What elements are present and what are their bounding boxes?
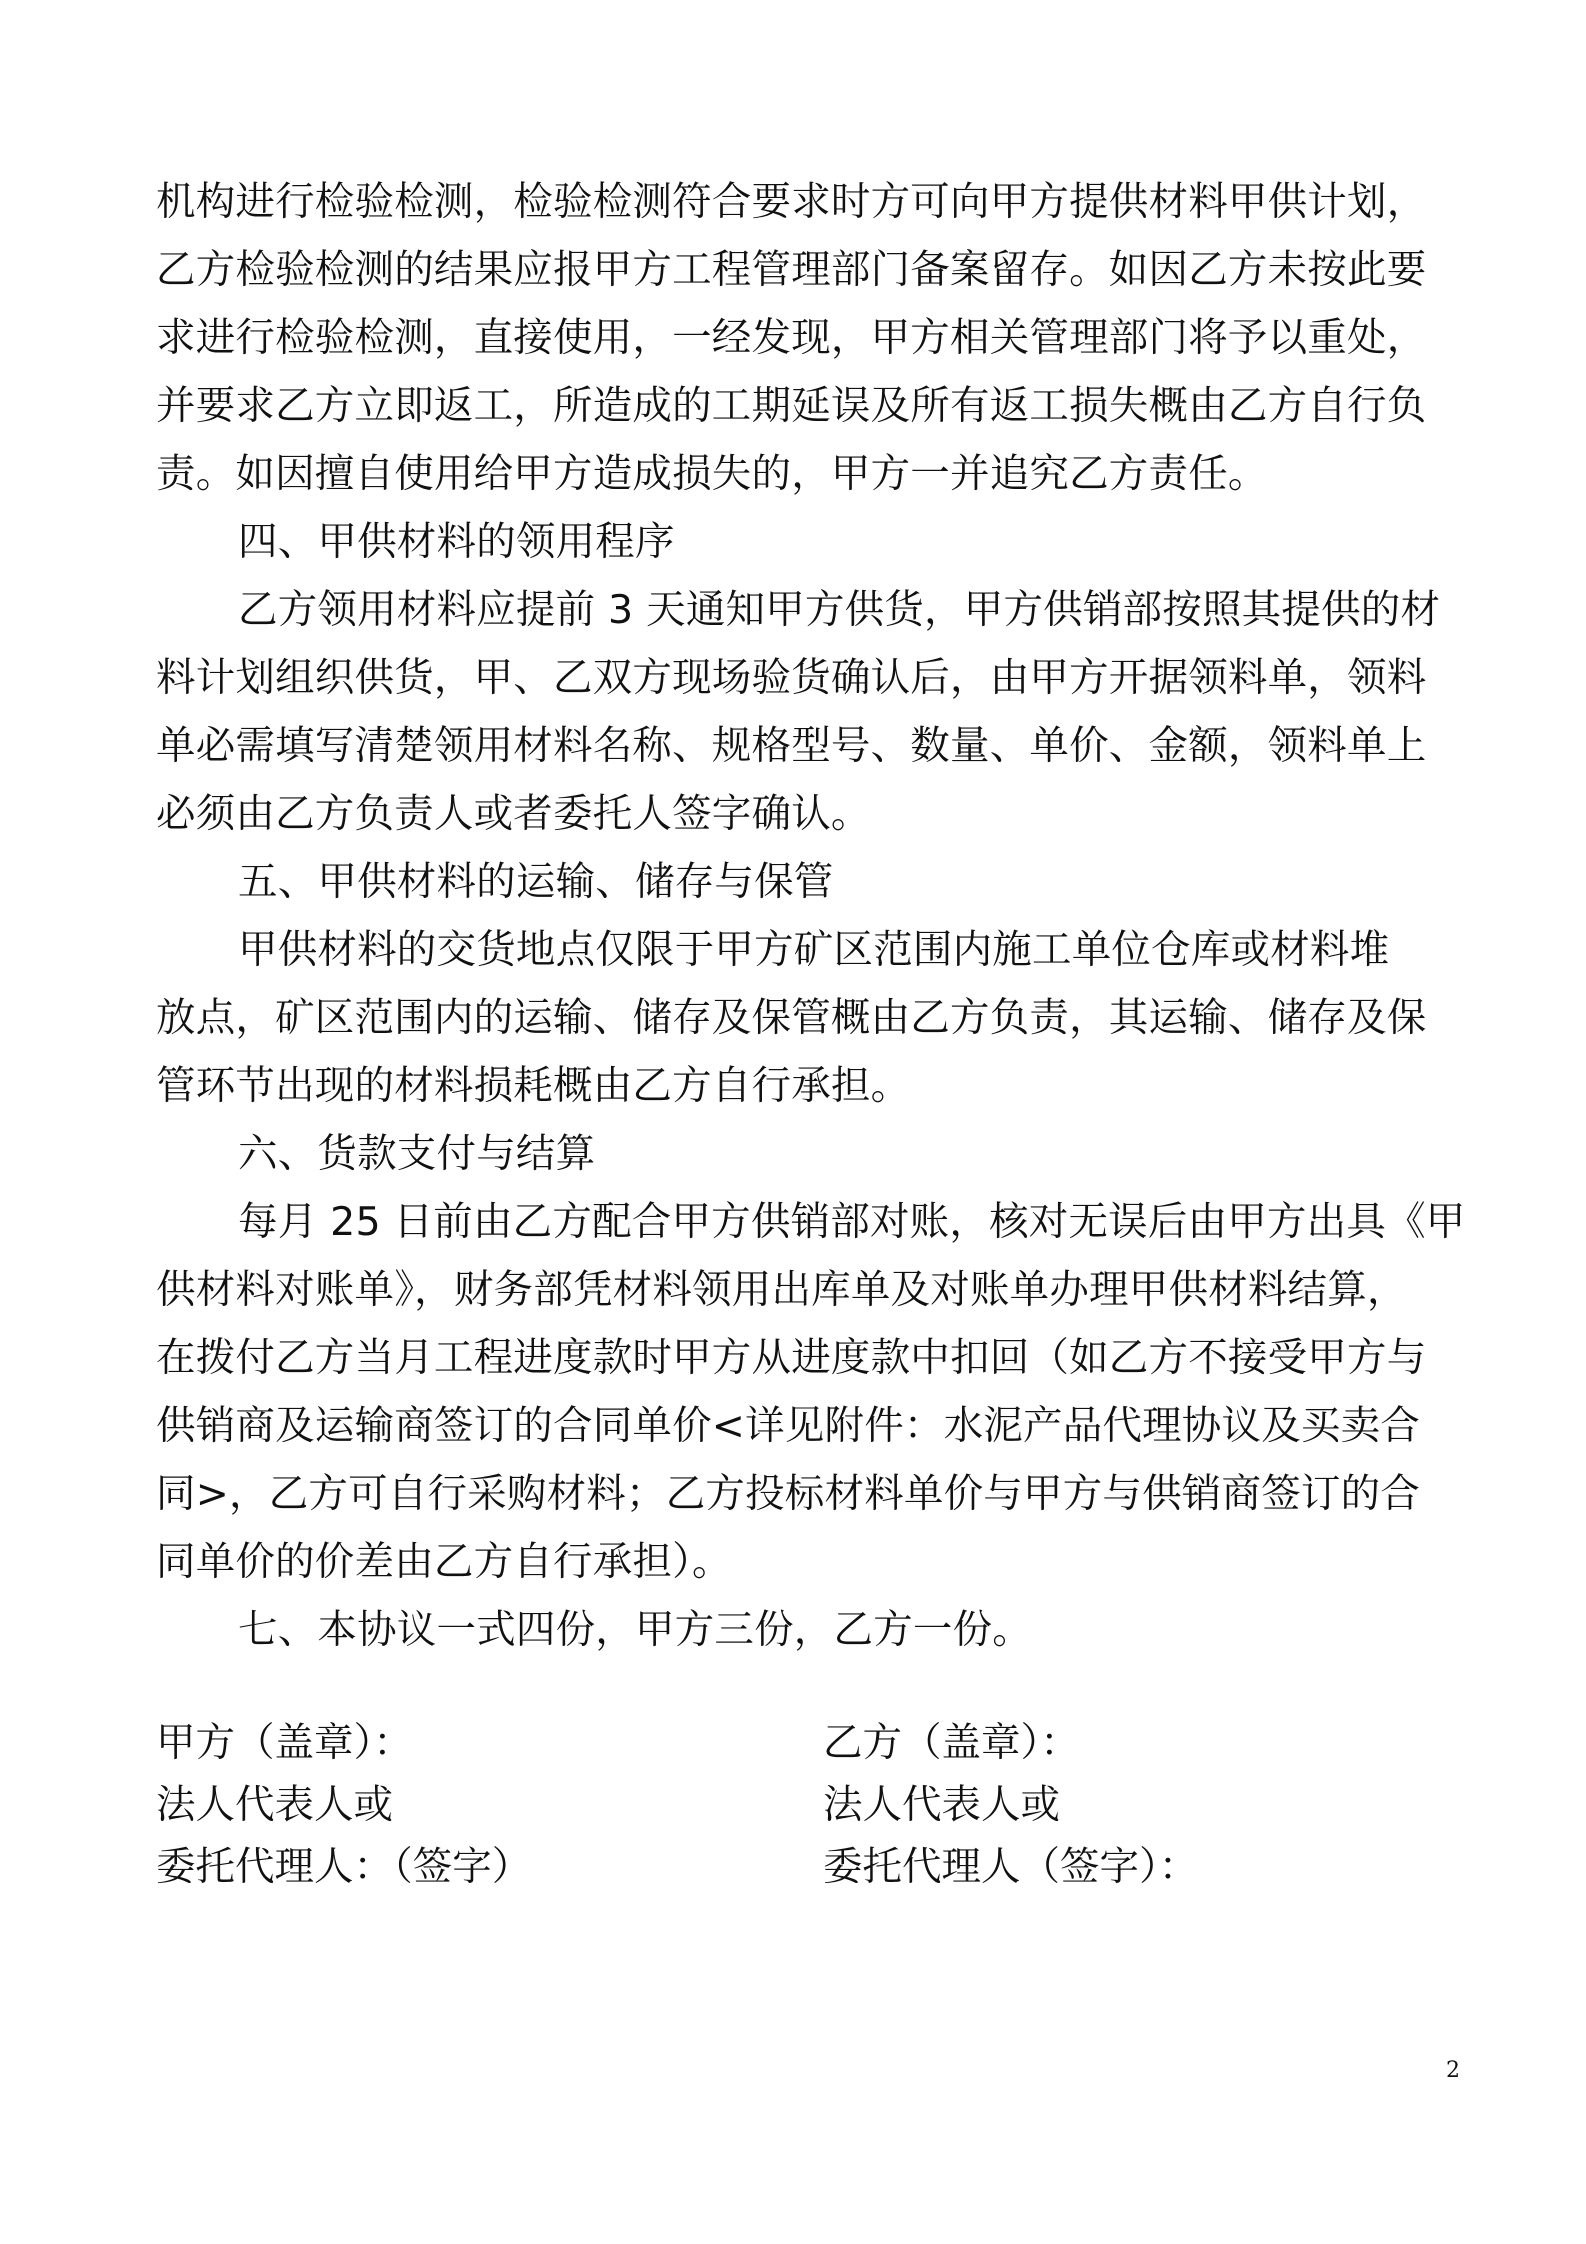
party-b-rep-label: 法人代表人或 <box>823 1782 1060 1828</box>
paragraph-line: 供销商及运输商签订的合同单价<详见附件：水泥产品代理协议及买卖合 <box>156 1403 1420 1449</box>
party-a-seal-label: 甲方（盖章）： <box>156 1720 413 1766</box>
paragraph-line: 必须由乙方负责人或者委托人签字确认。 <box>156 791 871 837</box>
party-b-agent-label: 委托代理人（签字）： <box>823 1844 1199 1890</box>
paragraph-line: 机构进行检验检测，检验检测符合要求时方可向甲方提供材料甲供计划， <box>156 179 1427 225</box>
paragraph-line: 同单价的价差由乙方自行承担）。 <box>156 1539 732 1585</box>
section-heading-7: 七、本协议一式四份，甲方三份，乙方一份。 <box>238 1607 1032 1653</box>
party-a-rep-label: 法人代表人或 <box>156 1782 393 1828</box>
paragraph-line: 甲供材料的交货地点仅限于甲方矿区范围内施工单位仓库或材料堆 <box>238 927 1390 973</box>
section-heading-5: 五、甲供材料的运输、储存与保管 <box>238 859 834 905</box>
paragraph-line: 每月 25 日前由乙方配合甲方供销部对账，核对无误后由甲方出具《甲 <box>238 1199 1466 1245</box>
body-text <box>156 168 1466 1664</box>
party-b-seal-label: 乙方（盖章）： <box>823 1720 1080 1766</box>
paragraph-line: 管环节出现的材料损耗概由乙方自行承担。 <box>156 1063 911 1109</box>
paragraph-line: 料计划组织供货，甲、乙双方现场验货确认后，由甲方开据领料单，领料 <box>156 655 1427 701</box>
paragraph-line: 并要求乙方立即返工，所造成的工期延误及所有返工损失概由乙方自行负 <box>156 383 1427 429</box>
page-number: 2 <box>1446 2058 1460 2083</box>
party-b-signature-block <box>823 1712 1198 1898</box>
paragraph-line: 求进行检验检测，直接使用，一经发现，甲方相关管理部门将予以重处， <box>156 315 1427 361</box>
party-a-agent-label: 委托代理人：（签字） <box>156 1844 532 1890</box>
paragraph-line: 在拨付乙方当月工程进度款时甲方从进度款中扣回（如乙方不接受甲方与 <box>156 1335 1427 1381</box>
paragraph-line: 单必需填写清楚领用材料名称、规格型号、数量、单价、金额，领料单上 <box>156 723 1427 769</box>
paragraph-line: 放点，矿区范围内的运输、储存及保管概由乙方负责，其运输、储存及保 <box>156 995 1427 1041</box>
paragraph-line: 乙方领用材料应提前 3 天通知甲方供货，甲方供销部按照其提供的材 <box>238 587 1441 633</box>
section-heading-4: 四、甲供材料的领用程序 <box>238 519 675 565</box>
paragraph-line: 责。如因擅自使用给甲方造成损失的，甲方一并追究乙方责任。 <box>156 451 1268 497</box>
paragraph-line: 乙方检验检测的结果应报甲方工程管理部门备案留存。如因乙方未按此要 <box>156 247 1427 293</box>
paragraph-line: 同>，乙方可自行采购材料；乙方投标材料单价与甲方与供销商签订的合 <box>156 1471 1420 1517</box>
paragraph-line: 供材料对账单》，财务部凭材料领用出库单及对账单办理甲供材料结算， <box>156 1267 1407 1313</box>
section-heading-6: 六、货款支付与结算 <box>238 1131 596 1177</box>
party-a-signature-block <box>156 1712 531 1898</box>
